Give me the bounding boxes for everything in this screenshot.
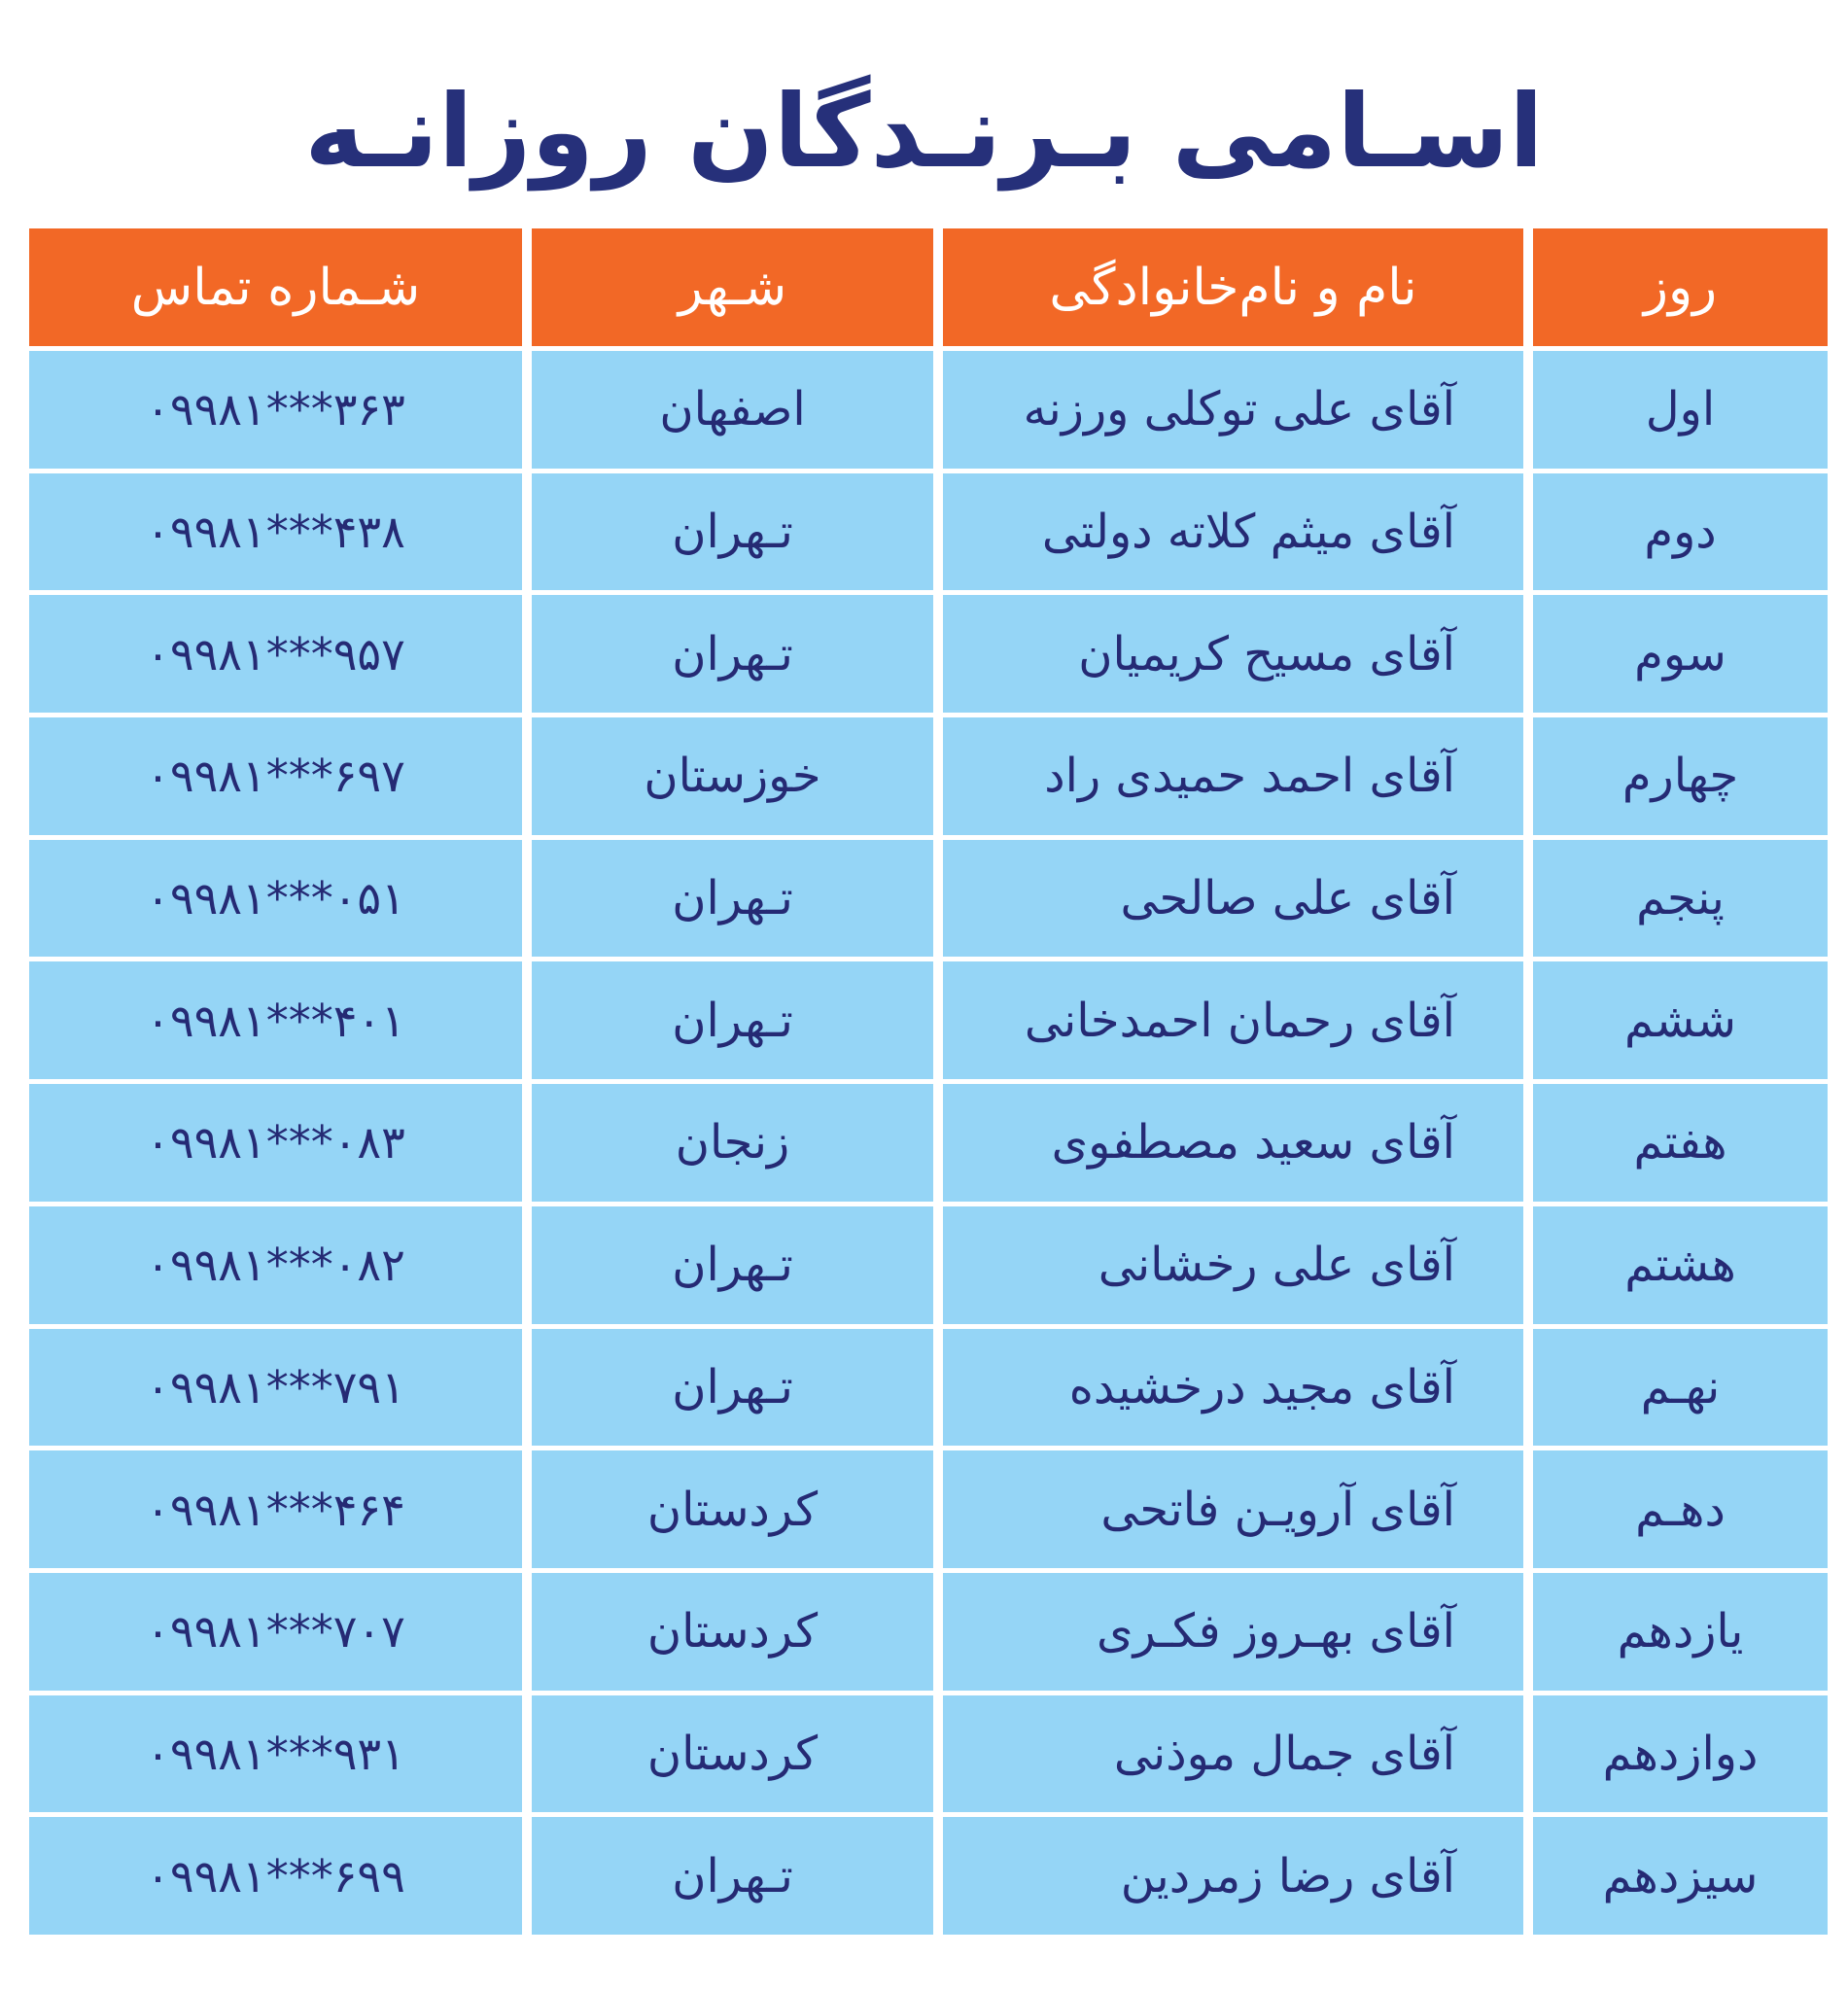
table-header-row [29, 228, 1828, 346]
table-row [29, 1573, 1828, 1691]
cell-city: کردستان [532, 1450, 933, 1568]
cell-day: هفتم [1533, 1084, 1828, 1202]
winners-table-container [29, 228, 1818, 1935]
cell-city: تـهران [532, 840, 933, 958]
cell-phone: ۰۹۹۸۱***۷۹۱ [29, 1329, 522, 1447]
table-row [29, 595, 1828, 713]
cell-city: اصفهان [532, 351, 933, 469]
cell-phone: ۰۹۹۸۱***۰۸۳ [29, 1084, 522, 1202]
cell-city: تـهران [532, 473, 933, 591]
cell-phone: ۰۹۹۸۱***۶۹۷ [29, 717, 522, 835]
cell-city: کردستان [532, 1573, 933, 1691]
table-row [29, 1206, 1828, 1324]
cell-phone: ۰۹۹۸۱***۳۶۳ [29, 351, 522, 469]
cell-city: تـهران [532, 1329, 933, 1447]
cell-day: دوازدهم [1533, 1695, 1828, 1813]
cell-name: آقای آرویـن فاتحی [943, 1450, 1523, 1568]
cell-name: آقای رحمان احمدخانی [943, 961, 1523, 1079]
cell-day: یازدهم [1533, 1573, 1828, 1691]
cell-name: آقای رضا زمردین [943, 1817, 1523, 1935]
winners-table [19, 224, 1837, 1939]
header-day: روز [1533, 228, 1828, 346]
table-row [29, 840, 1828, 958]
table-row [29, 351, 1828, 469]
table-row [29, 1817, 1828, 1935]
cell-phone: ۰۹۹۸۱***۹۳۱ [29, 1695, 522, 1813]
table-row [29, 1695, 1828, 1813]
table-body [29, 351, 1828, 1935]
header-phone: شـماره تماس [29, 228, 522, 346]
cell-name: آقای میثم کلاته دولتی [943, 473, 1523, 591]
cell-name: آقای سعید مصطفوی [943, 1084, 1523, 1202]
table-row [29, 1084, 1828, 1202]
cell-city: تـهران [532, 1206, 933, 1324]
cell-city: تـهران [532, 595, 933, 713]
cell-day: دوم [1533, 473, 1828, 591]
cell-name: آقای علی رخشانی [943, 1206, 1523, 1324]
cell-day: ششم [1533, 961, 1828, 1079]
cell-city: تـهران [532, 961, 933, 1079]
cell-name: آقای بهـروز فکـری [943, 1573, 1523, 1691]
cell-day: سوم [1533, 595, 1828, 713]
table-row [29, 473, 1828, 591]
cell-day: هشتم [1533, 1206, 1828, 1324]
table-row [29, 961, 1828, 1079]
cell-city: تـهران [532, 1817, 933, 1935]
cell-day: پنجم [1533, 840, 1828, 958]
cell-phone: ۰۹۹۸۱***۶۹۹ [29, 1817, 522, 1935]
cell-name: آقای مسیح کریمیان [943, 595, 1523, 713]
cell-phone: ۰۹۹۸۱***۰۸۲ [29, 1206, 522, 1324]
cell-name: آقای علی توکلی ورزنه [943, 351, 1523, 469]
cell-phone: ۰۹۹۸۱***۹۵۷ [29, 595, 522, 713]
cell-phone: ۰۹۹۸۱***۴۶۴ [29, 1450, 522, 1568]
cell-day: نهـم [1533, 1329, 1828, 1447]
table-row [29, 1450, 1828, 1568]
cell-name: آقای علی صالحی [943, 840, 1523, 958]
cell-day: اول [1533, 351, 1828, 469]
cell-name: آقای مجید درخشیده [943, 1329, 1523, 1447]
cell-phone: ۰۹۹۸۱***۴۳۸ [29, 473, 522, 591]
cell-day: سیزدهم [1533, 1817, 1828, 1935]
cell-name: آقای احمد حمیدی راد [943, 717, 1523, 835]
cell-phone: ۰۹۹۸۱***۴۰۱ [29, 961, 522, 1079]
cell-city: کردستان [532, 1695, 933, 1813]
cell-day: دهـم [1533, 1450, 1828, 1568]
header-city: شـهر [532, 228, 933, 346]
table-row [29, 717, 1828, 835]
cell-city: زنجان [532, 1084, 933, 1202]
cell-city: خوزستان [532, 717, 933, 835]
cell-phone: ۰۹۹۸۱***۰۵۱ [29, 840, 522, 958]
cell-day: چهارم [1533, 717, 1828, 835]
cell-name: آقای جمال موذنی [943, 1695, 1523, 1813]
header-name: نام و نام‌خانوادگی [943, 228, 1523, 346]
cell-phone: ۰۹۹۸۱***۷۰۷ [29, 1573, 522, 1691]
table-row [29, 1329, 1828, 1447]
page-title: اسـامی بـرنـدگان روزانـه [304, 72, 1544, 191]
